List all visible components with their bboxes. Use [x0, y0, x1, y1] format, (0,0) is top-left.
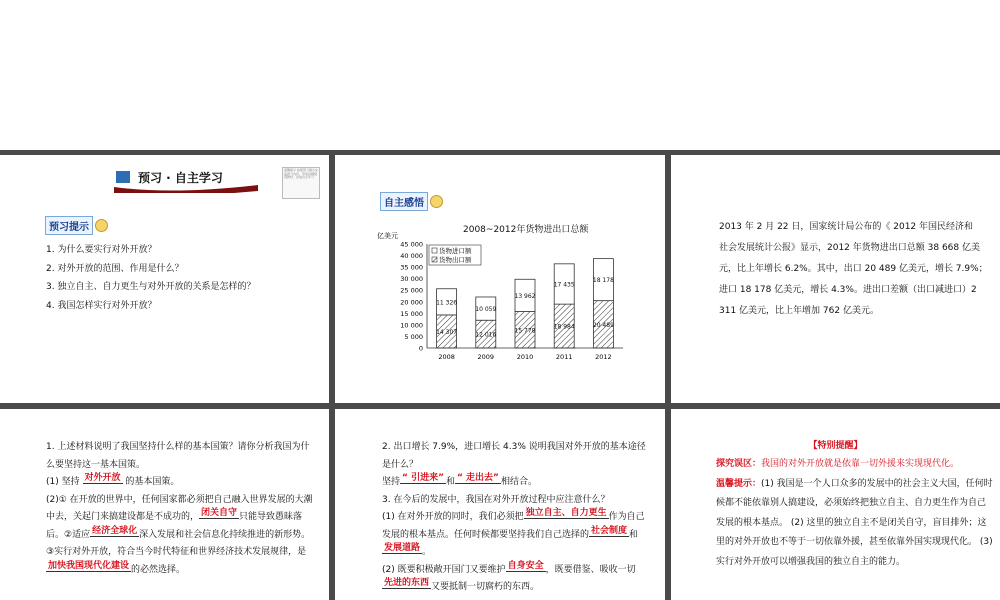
answer-blank: 先进的东西 — [384, 578, 430, 589]
answer-text: 深入发展和社会信息化持续推进的新形势。③实行对外开放，符合当今时代特征和世界经济技术发展规律，是 — [46, 529, 311, 558]
answer-text: (2) 既要积极敞开国门又要维护 — [382, 564, 506, 575]
answer-body — [382, 439, 650, 597]
answer-blank: 闭关自守 — [201, 508, 238, 519]
tip — [716, 475, 994, 573]
bar-export-label: 20 489 — [592, 321, 614, 329]
x-tick-label: 2009 — [477, 353, 495, 361]
answer-text: (2)① 在开放的世界中，任何国家都必须把自己融入世界发展的大潮中去，关起门来搞建设都是不成功的， — [46, 494, 313, 523]
news-line: 2013 年 2 月 22 日，国家统计局公布的《 2012 年国民经济和 — [719, 222, 974, 232]
answer-text: 相结合。 — [500, 477, 537, 488]
question-text: 1. 上述材料说明了我国坚持什么样的基本国策？请你分析我国为什么要坚持这一基本国策。 — [46, 442, 310, 470]
bar-export-label: 14 307 — [436, 328, 458, 336]
answer-panel-2 — [335, 409, 665, 600]
answer-text: (1) 在对外开放的同时，我们必须把 — [382, 512, 524, 523]
y-axis-label: 亿美元 — [377, 232, 398, 240]
answer-paragraph — [46, 492, 314, 580]
legend-label: 货物进口额 — [439, 247, 472, 255]
reminder-panel — [671, 409, 1000, 600]
reminder-body — [716, 455, 994, 572]
preview-tag-label: 预习提示 — [45, 216, 93, 235]
bar-export-label: 12 016 — [475, 331, 497, 339]
bar-import-label: 18 178 — [592, 277, 614, 285]
question-text: 2. 出口增长 7.9%，进口增长 4.3% 说明我国对外开放的基本途径是什么？ — [382, 442, 646, 470]
answer-text: 的基本国策。 — [125, 477, 180, 488]
answer-text: 和 — [629, 529, 639, 540]
y-tick-label: 25 000 — [400, 286, 423, 295]
x-tick-label: 2011 — [555, 353, 573, 361]
bar-import-label: 11 326 — [436, 299, 458, 307]
misconception-text: 我国的对外开放就是依靠一切外援来实现现代化。 — [761, 459, 960, 469]
y-tick-label: 20 000 — [400, 298, 423, 307]
bar-import-label: 13 962 — [514, 292, 536, 300]
bar-export-label: 18 984 — [553, 323, 575, 331]
news-line: 社会发展统计公报》显示，2012 年货物进出口总额 38 668 亿美元，比上年增长 6.2%。其中，出口 20 489 亿美元，增长 7.9%； — [719, 243, 988, 274]
chart-title: 2008~2012年货物进出口总额 — [463, 225, 589, 235]
answer-line — [382, 474, 650, 492]
answer-text: 坚持 — [382, 477, 401, 488]
question-item: 3. 独立自主、自力更生与对外开放的关系是怎样的？ — [46, 282, 256, 292]
tip-label: 温馨提示： — [716, 478, 762, 489]
answer-blank: “ 引进来” — [402, 473, 444, 484]
answer-text: ，既要借鉴、吸收一切 — [545, 564, 636, 575]
reflection-tag-label: 自主感悟 — [380, 192, 428, 211]
x-tick-label: 2012 — [595, 353, 612, 361]
answer-paragraph — [382, 509, 650, 562]
x-tick-label: 2008 — [438, 353, 455, 361]
cartoon-icon — [430, 195, 443, 208]
y-tick-label: 10 000 — [400, 321, 423, 330]
reflection-tag — [380, 191, 443, 211]
news-text — [719, 217, 989, 322]
answer-blank: “ 走出去” — [457, 473, 499, 484]
answer-body — [46, 439, 314, 579]
y-tick-label: 15 000 — [400, 309, 423, 318]
news-panel — [671, 155, 1000, 403]
question-list — [46, 241, 255, 315]
bar-export-label: 15 778 — [514, 327, 536, 335]
chart-panel — [335, 155, 665, 403]
answer-blank: 对外开放 — [84, 473, 121, 484]
y-tick-label: 0 — [418, 344, 423, 353]
banner-title: 预习 · 自主学习 — [138, 171, 223, 185]
cartoon-icon — [95, 219, 108, 232]
y-tick-label: 35 000 — [400, 263, 423, 272]
answer-text: 和 — [445, 477, 455, 488]
answer-paragraph — [382, 562, 650, 597]
question-text: 3. 在今后的发展中，我国在对外开放过程中应注意什么？ — [382, 494, 610, 505]
answer-text: (1) 坚持 — [46, 477, 80, 488]
y-tick-label: 40 000 — [400, 252, 423, 261]
y-tick-label: 30 000 — [400, 275, 423, 284]
question-item: 4. 我国怎样实行对外开放？ — [46, 300, 157, 311]
misconception — [716, 455, 994, 475]
misconception-label: 探究误区： — [716, 459, 762, 469]
answer-blank: 发展道路 — [384, 543, 421, 554]
question-item: 2. 对外开放的范围、作用是什么？ — [46, 263, 184, 274]
tip-note: 温馨提示 按照预习提示完成预习内容，带着问题阅读教材，完成自主学习 — [282, 167, 320, 199]
trade-bar-chart — [371, 227, 631, 367]
answer-text: 。 — [422, 547, 432, 558]
answer-blank: 社会制度 — [591, 525, 628, 536]
preview-tag — [45, 215, 108, 235]
preview-banner — [112, 165, 260, 193]
books-icon — [116, 171, 130, 183]
answer-blank: 自身安全 — [507, 560, 544, 571]
answer-text: 作为自己发展的根本基点。任何时候都要坚持我们自己选择的 — [382, 512, 645, 540]
answer-panel-1 — [0, 409, 329, 600]
y-tick-label: 5 000 — [404, 332, 423, 341]
answer-blank: 经济全球化 — [92, 525, 138, 536]
answer-text: 的必然选择。 — [131, 564, 186, 575]
legend-label: 货物出口额 — [439, 256, 472, 264]
reminder-heading: 【特别提醒】 — [808, 441, 863, 451]
legend-swatch — [432, 248, 437, 253]
answer-text: 又要抵制一切腐朽的东西。 — [431, 582, 540, 593]
bar-import-label: 17 435 — [553, 281, 575, 289]
preview-panel — [0, 155, 329, 403]
tip-text: (1) 我国是一个人口众多的发展中的社会主义大国，任何时候都不能依靠别人搞建设，必须始终把独立自主、自力更生作为自己发展的根本基点。 (2) 这里的独立自主不是闭关自守，盲目排外；这里的对外开放也不等于一切依靠外援，甚至依靠外国实现现代化。 (3) 实行对外开放可以增强我国的独立自主的能力。 — [716, 478, 993, 567]
banner-swoosh — [114, 185, 258, 193]
answer-text: 只能导致愚昧落后。②适应 — [46, 512, 303, 540]
answer-blank: 独立自主、自力更生 — [525, 508, 607, 519]
answer-blank: 加快我国现代化建设 — [48, 560, 130, 571]
bar-import-label: 10 059 — [475, 306, 497, 314]
y-tick-label: 45 000 — [400, 240, 423, 249]
answer-line — [46, 474, 314, 492]
x-tick-label: 2010 — [516, 353, 534, 361]
news-line: 进口 18 178 亿美元，增长 4.3%。进出口差额（出口减进口）2 311 亿美元，比上年增加 762 亿美元。 — [719, 285, 977, 316]
question-item: 1. 为什么要实行对外开放？ — [46, 245, 157, 255]
legend-swatch — [432, 257, 437, 262]
